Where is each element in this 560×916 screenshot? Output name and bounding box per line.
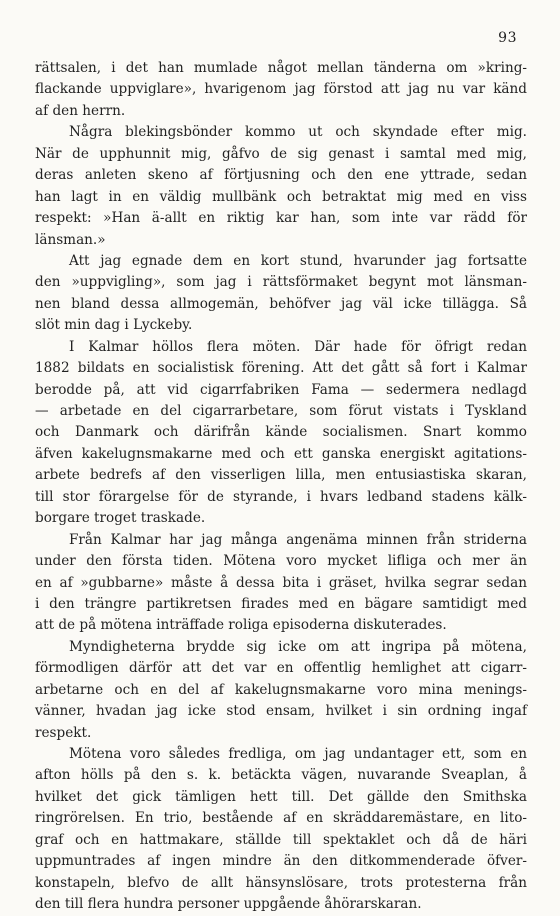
- text-line: förmodligen därför att det var en offentlig hemlighet att cigarr-: [35, 660, 527, 677]
- text-line: slöt min dag i Lyckeby.: [35, 317, 193, 334]
- text-line: När de upphunnit mig, gåfvo de sig genast i samtal med mig,: [35, 145, 527, 162]
- text-line: vänner, hvadan jag icke stod ensam, hvilket i sin ordning ingaf: [35, 703, 527, 720]
- text-line: arbete bedrefs af den visserligen lilla, men entusiastiska skaran,: [35, 467, 527, 484]
- text-line: af den herrn.: [35, 102, 126, 119]
- page-number: 93: [498, 30, 517, 46]
- text-line: hvilket det gick tämligen hett till. Det gällde den Smithska: [35, 788, 527, 805]
- paragraph-first-line: I Kalmar höllos flera möten. Där hade för öfrigt redan: [69, 338, 527, 355]
- paragraph-first-line: Några blekingsbönder kommo ut och skyndade efter mig.: [69, 124, 527, 141]
- paragraph-first-line: Myndigheterna brydde sig icke om att ingripa på mötena,: [69, 638, 527, 655]
- text-line: rättsalen, i det han mumlade något mellan tänderna om »kring-: [35, 60, 527, 76]
- text-line: och Danmark och därifrån kände socialismen. Snart kommo: [35, 424, 527, 441]
- body-text: [35, 58, 527, 916]
- paragraph-first-line: Mötena voro således fredliga, om jag undantager ett, som en: [69, 746, 527, 762]
- text-line: konstapeln, blefvo de allt hänsynslösare, trots protesterna från: [35, 874, 527, 891]
- text-line: nen bland dessa allmogemän, behöfver jag väl icke tillägga. Så: [35, 295, 527, 312]
- text-line: berodde på, att vid cigarrfabriken Fama — sedermera nedlagd: [35, 381, 527, 398]
- text-line: 1882 bildats en socialistisk förening. Att det gått så fort i Kalmar: [35, 360, 527, 377]
- text-line: graf och en hattmakare, ställde till spektaklet och då de häri: [35, 831, 527, 848]
- text-line: uppmuntrades af ingen mindre än den ditkommenderade öfver-: [35, 853, 527, 870]
- text-line: under den första tiden. Mötena voro mycket lifliga och mer än: [35, 553, 527, 570]
- text-line: äfven kakelugnsmakarne med och ett ganska energiskt agitations-: [35, 445, 527, 462]
- text-line: borgare troget traskade.: [35, 510, 206, 527]
- text-line: att de på mötena inträffade roliga episoderna diskuterades.: [35, 617, 447, 634]
- paragraph-first-line: Att jag egnade dem en kort stund, hvarunder jag fortsatte: [69, 252, 527, 269]
- paragraph-first-line: Från Kalmar har jag många angenäma minnen från striderna: [69, 531, 527, 548]
- text-line: flackande uppviglare», hvarigenom jag förstod att jag nu var känd: [35, 81, 527, 98]
- text-line: respekt.: [35, 724, 92, 741]
- text-line: afton hölls på den s. k. betäckta vägen, nuvarande Sveaplan, å: [35, 767, 527, 784]
- text-line: ringrörelsen. En trio, bestående af en skräddaremästare, en lito-: [35, 810, 527, 827]
- text-line: en af »gubbarne» måste å dessa bita i gräset, hvilka segrar sedan: [35, 574, 527, 591]
- text-line: till stor förargelse för de styrande, i hvars ledband stadens kälk-: [35, 488, 527, 505]
- text-line: deras anleten skeno af förtjusning och den ene yttrade, sedan: [35, 167, 527, 184]
- text-line: han lagt in en väldig mullbänk och betraktat mig med en viss: [35, 188, 527, 205]
- text-line: arbetarne och en del af kakelugnsmakarne voro mina menings-: [35, 681, 527, 698]
- text-line: den »uppvigling», som jag i rättsförmaket begynt mot länsman-: [35, 274, 527, 291]
- text-line: — arbetade en del cigarrarbetare, som förut vistats i Tyskland: [35, 403, 527, 419]
- text-line: i den trängre partikretsen firades med en bägare samtidigt med: [35, 595, 527, 612]
- text-line: länsman.»: [35, 231, 106, 248]
- text-line: den till flera hundra personer uppgående åhörarskaran.: [35, 896, 422, 913]
- text-line: respekt: »Han ä-allt en riktig kar han, som inte var rädd för: [35, 210, 527, 227]
